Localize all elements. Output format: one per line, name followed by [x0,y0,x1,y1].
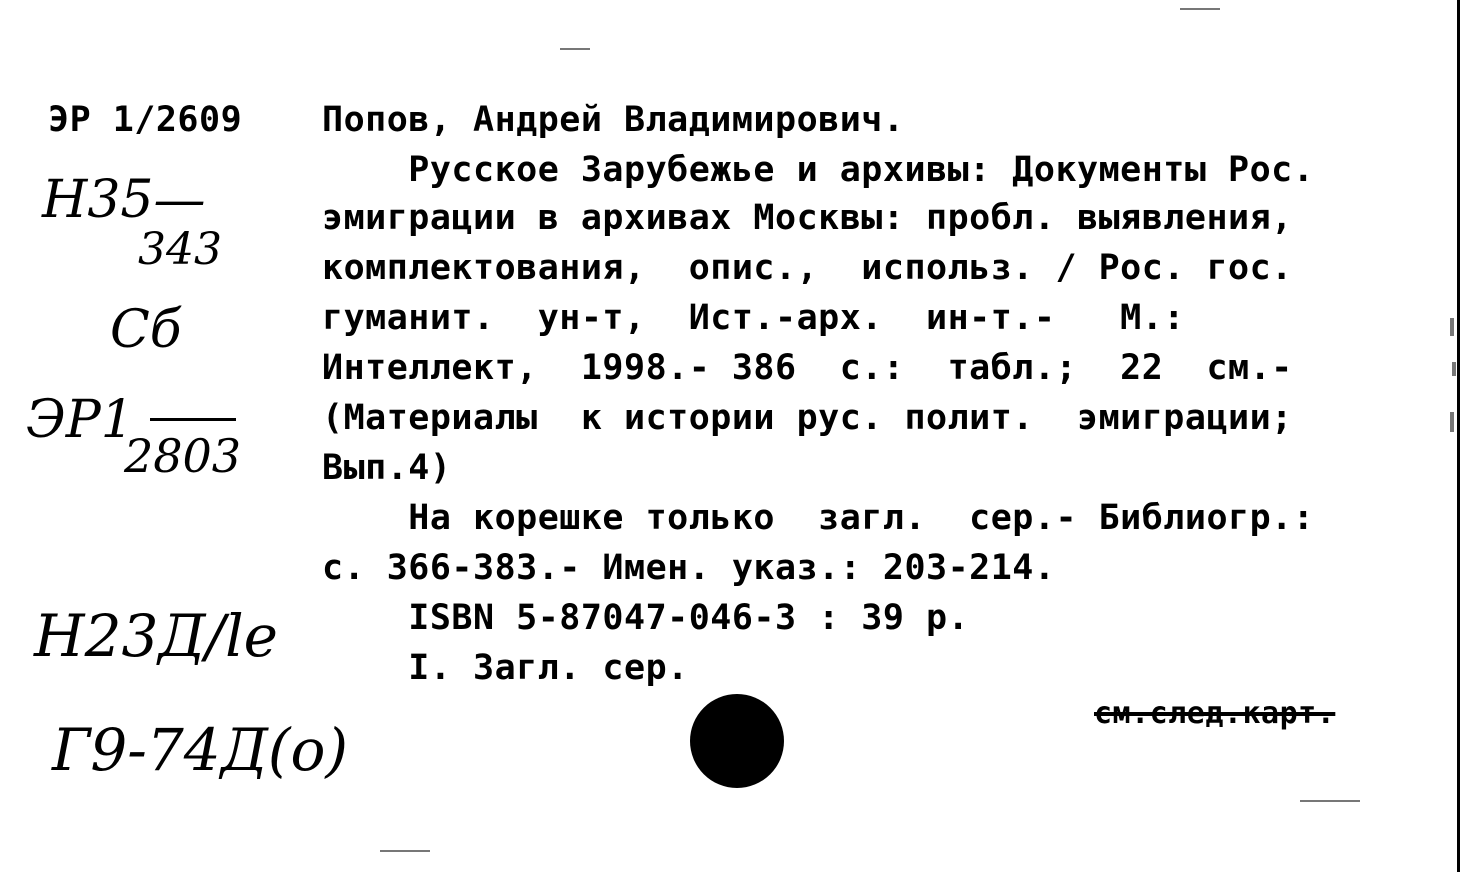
scan-speck [1300,800,1360,802]
handwritten-note-3-prefix: ЭР1 [26,390,134,450]
handwritten-note-1-top: Н35— [42,170,206,230]
entry-line-11: I. Загл. сер. [322,648,689,688]
scan-speck [560,48,590,50]
entry-line-8: На корешке только загл. сер.- Библиогр.: [322,498,1315,538]
entry-author: Попов, Андрей Владимирович. [322,100,905,140]
handwritten-note-4: Н23Д/le [34,602,278,670]
entry-line-6: (Материалы к истории рус. полит. эмиграции; [322,398,1293,438]
scan-speck [1450,318,1454,336]
scan-speck [1452,362,1456,376]
scan-speck [380,850,430,852]
card-edge [1457,0,1460,872]
entry-line-3: комплектования, опис., использ. / Рос. гос. [322,248,1293,288]
handwritten-note-5: Г9-74Д(о) [52,716,349,784]
entry-line-9: с. 366-383.- Имен. указ.: 203-214. [322,548,1056,588]
continuation-note: см.след.карт. [1094,696,1336,731]
fraction-bar [150,418,236,421]
entry-line-10: ISBN 5-87047-046-3 : 39 р. [322,598,970,638]
entry-line-1: Русское Зарубежье и архивы: Документы Рос. [322,150,1315,190]
scan-speck [1180,8,1220,10]
handwritten-note-3-number: 2803 [124,429,242,483]
shelfmark: ЭР 1/2609 [48,100,243,140]
handwritten-note-2: Сб [110,300,182,360]
entry-line-4: гуманит. ун-т, Ист.-арх. ин-т.- М.: [322,298,1185,338]
handwritten-note-1-bottom: 343 [138,224,222,275]
entry-line-5: Интеллект, 1998.- 386 с.: табл.; 22 см.- [322,348,1293,388]
scan-speck [1450,412,1454,432]
entry-line-7: Вып.4) [322,448,452,488]
entry-line-2: эмиграции в архивах Москвы: пробл. выявления, [322,198,1293,238]
punch-hole [690,694,784,788]
